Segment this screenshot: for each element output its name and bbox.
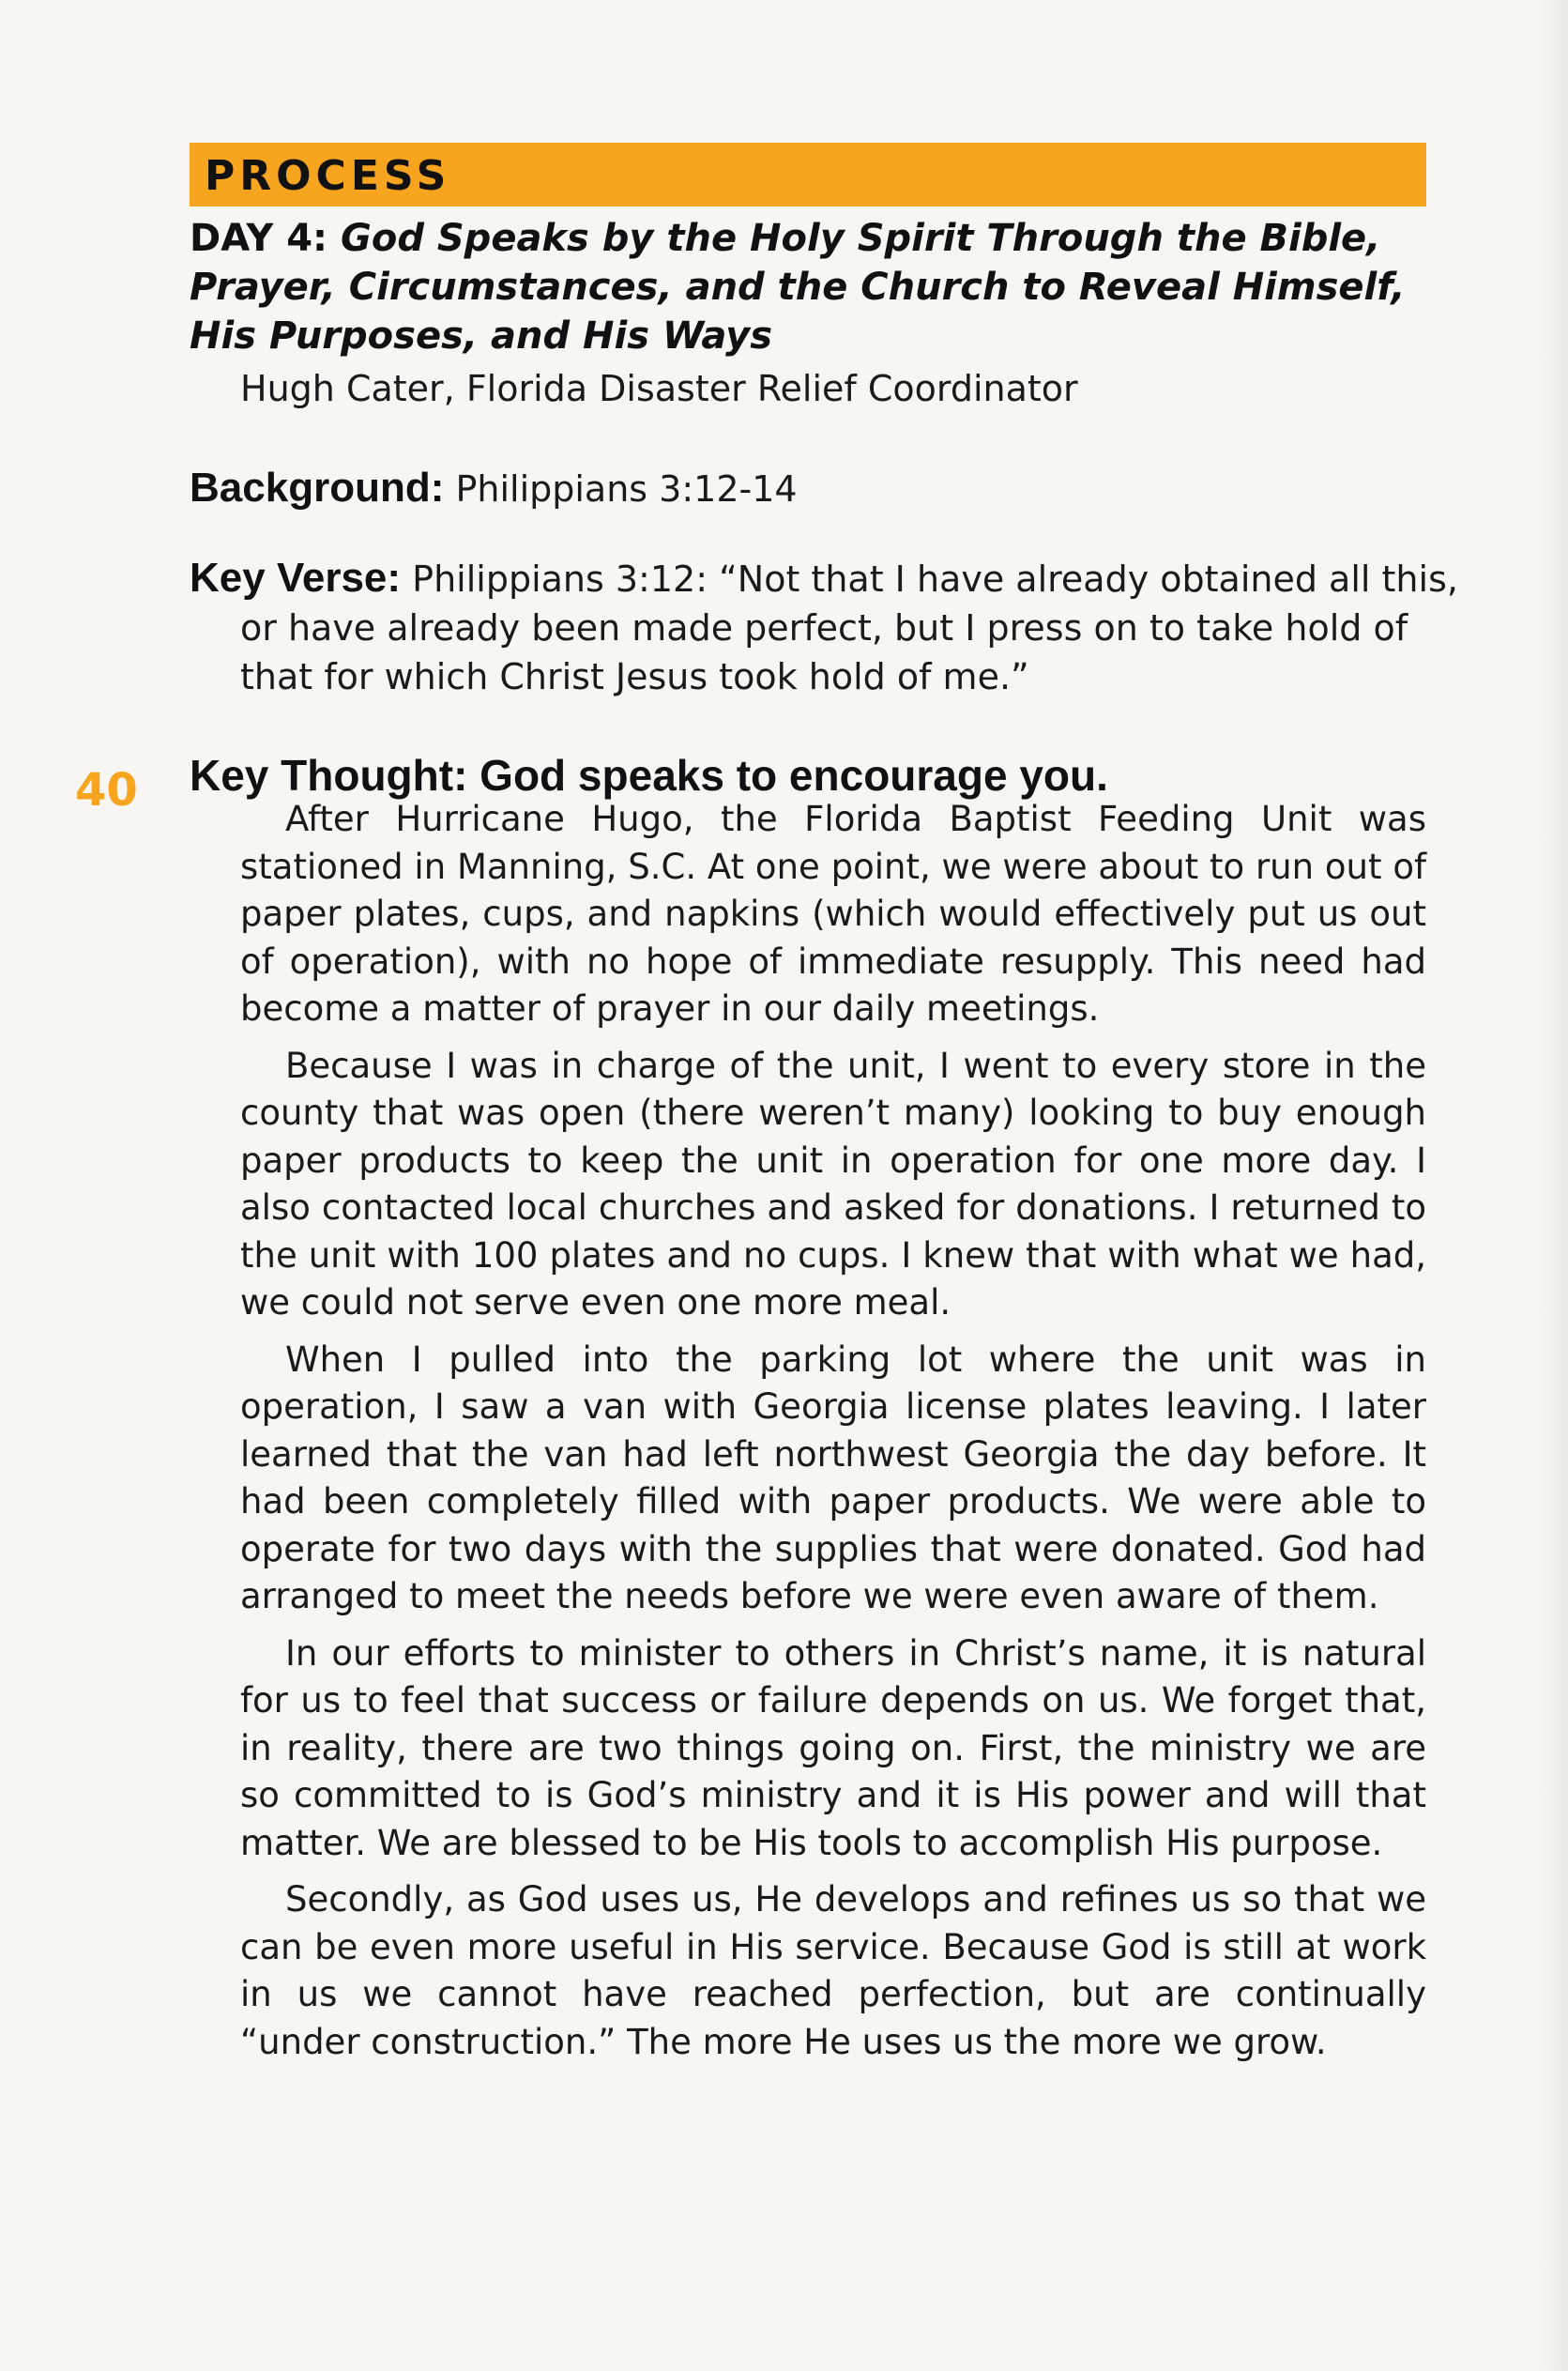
day-number: DAY 4: <box>190 217 328 260</box>
background-value: Philippians 3:12-14 <box>455 468 798 510</box>
key-verse-label: Key Verse: <box>190 555 402 601</box>
paragraph: After Hurricane Hugo, the Florida Baptist Feeding Unit was stationed in Manning, S.C. At one point, we were about to run out of paper plates, cups, and napkins (which would effectively put us out of operation), with no hope of immediate resupply. This need had become a matter of prayer in our daily meetings. <box>240 799 1426 1029</box>
background-line <box>190 464 1438 513</box>
page-edge-shadow <box>1540 0 1568 2371</box>
key-thought: Key Thought: God speaks to encourage you. <box>190 751 1108 800</box>
day-heading <box>190 214 1438 360</box>
key-verse-text: Philippians 3:12: “Not that I have already obtained all this, or have already been made perfect, but I press on to take hold of that for which Christ Jesus took hold of me.” <box>240 558 1458 697</box>
day-title: God Speaks by the Holy Spirit Through the Bible, Prayer, Circumstances, and the Church to Reveal Himself, His Purposes, and His Ways <box>190 217 1406 358</box>
paragraph: Secondly, as God uses us, He develops and refines us so that we can be even more useful in His service. Because God is still at work in us we cannot have reached perfection, but are continually “under construction.” The more He uses us the more we grow. <box>240 1879 1426 2062</box>
page-number: 40 <box>75 764 138 817</box>
body-text <box>240 796 1426 2075</box>
paragraph: When I pulled into the parking lot where the unit was in operation, I saw a van with Georgia license plates leaving. I later learned that the van had left northwest Georgia the day before. It had been completely filled with paper products. We were able to operate for two days with the supplies that were donated. God had arranged to meet the needs before we were even aware of them. <box>240 1338 1426 1616</box>
author-line: Hugh Cater, Florida Disaster Relief Coordinator <box>240 368 1078 409</box>
paragraph: In our efforts to minister to others in Christ’s name, it is natural for us to feel that success or failure depends on us. We forget that, in reality, there are two things going on. First, the ministry we are so committed to is God’s ministry and it is His power and will that matter. We are blessed to be His tools to accomplish His purpose. <box>240 1632 1426 1863</box>
background-label: Background: <box>190 465 445 511</box>
key-verse-block <box>190 554 1488 701</box>
section-label: PROCESS <box>205 152 451 200</box>
paragraph: Because I was in charge of the unit, I went to every store in the county that was open (there weren’t many) looking to buy enough paper products to keep the unit in operation for one more day. I also contacted local churches and asked for donations. I returned to the unit with 100 plates and no cups. I knew that with what we had, we could not serve even one more meal. <box>240 1045 1426 1323</box>
